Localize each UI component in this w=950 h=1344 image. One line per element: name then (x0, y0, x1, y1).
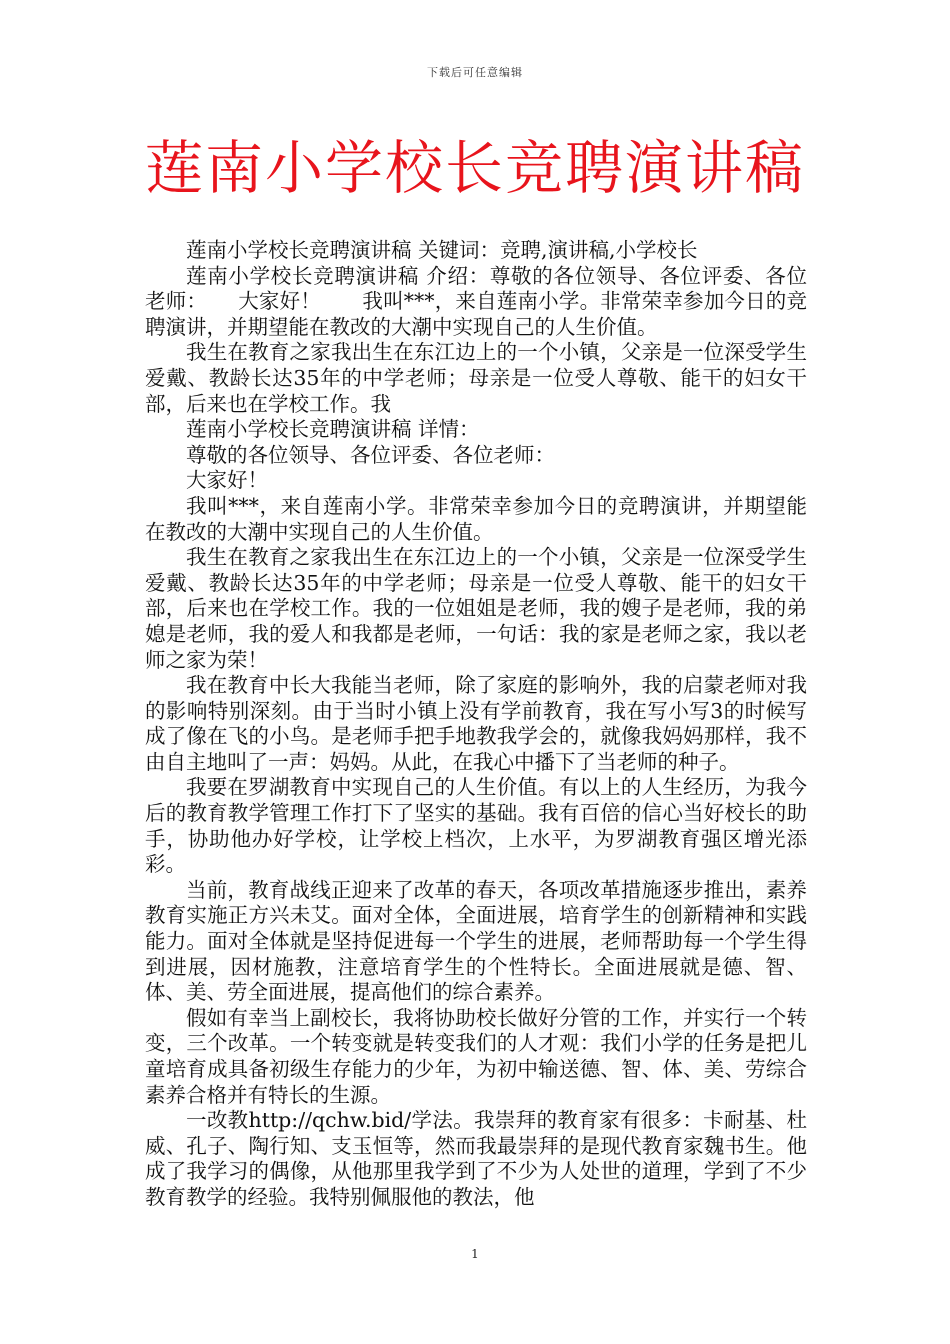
page-number: 1 (471, 1247, 479, 1261)
paragraph-growing-up: 我在教育中长大我能当老师，除了家庭的影响外，我的启蒙老师对我的影响特别深刻。由于当时小镇上没有学前教育，我在写小写3的时候写成了像在飞的小鸟。是老师手把手地教我学会的，就像我妈妈那样，我不由自主地叫了一声：妈妈。从此，在我心中播下了当老师的种子。 (145, 673, 807, 774)
paragraph-teaching-method: 一改教http://qchw.bid/学法。我崇拜的教育家有很多：卡耐基、杜威、孔子、陶行知、支玉恒等，然而我最崇拜的是现代教育家魏书生。他成了我学习的偶像，从他那里我学到了不少为人处世的道理，学到了不少教育教学的经验。我特别佩服他的教法，他 (145, 1108, 807, 1209)
paragraph-self-introduction: 我叫***，来自莲南小学。非常荣幸参加今日的竞聘演讲，并期望能在教改的大潮中实现自己的人生价值。 (145, 493, 807, 544)
paragraph-keywords: 莲南小学校长竞聘演讲稿 关键词：竞聘,演讲稿,小学校长 (186, 238, 698, 262)
paragraph-intro-family: 我生在教育之家我出生在东江边上的一个小镇，父亲是一位深受学生爱戴、教龄长达35年的中学老师；母亲是一位受人尊敬、能干的妇女干部，后来也在学校工作。我 (145, 340, 807, 416)
document-body (145, 238, 807, 1211)
paragraph-details-heading: 莲南小学校长竞聘演讲稿 详情： (186, 417, 480, 442)
paragraph-vice-principal-plan: 假如有幸当上副校长，我将协助校长做好分管的工作，并实行一个转变，三个改革。一个转变就是转变我们的人才观：我们小学的任务是把儿童培育成具备初级生存能力的少年，为初中输送德、智、体、美、劳综合素养合格并有特长的生源。 (145, 1005, 807, 1107)
paragraph-education-reform: 当前，教育战线正迎来了改革的春天，各项改革措施逐步推出，素养教育实施正方兴未艾。面对全体，全面进展，培育学生的创新精神和实践能力。面对全体就是坚持促进每一个学生的进展，老师帮助每一个学生得到进展，因材施教，注意培育学生的个性特长。全面进展就是德、智、体、美、劳全面进展，提高他们的综合素养。 (145, 877, 807, 1005)
paragraph-salutation: 尊敬的各位领导、各位评委、各位老师： (186, 442, 555, 467)
document-title: 莲南小学校长竞聘演讲稿 (144, 134, 805, 202)
paragraph-greeting: 大家好！ (186, 468, 268, 493)
paragraph-family-of-teachers: 我生在教育之家我出生在东江边上的一个小镇，父亲是一位深受学生爱戴、教龄长达35年的中学老师；母亲是一位受人尊敬、能干的妇女干部，后来也在学校工作。我的一位姐姐是老师，我的嫂子是老师，我的弟媳是老师，我的爱人和我都是老师，一句话：我的家是老师之家，我以老师之家为荣！ (145, 545, 807, 672)
paragraph-intro: 莲南小学校长竞聘演讲稿 介绍：尊敬的各位领导、各位评委、各位老师： 大家好！ 我叫***，来自莲南小学。非常荣幸参加今日的竞聘演讲，并期望能在教改的大潮中实现自己的人生价值。 (145, 263, 807, 339)
paragraph-life-value: 我要在罗湖教育中实现自己的人生价值。有以上的人生经历，为我今后的教育教学管理工作打下了坚实的基础。我有百倍的信心当好校长的助手，协助他办好学校，让学校上档次，上水平，为罗湖教育强区增光添彩。 (145, 775, 807, 877)
page-header-note: 下载后可任意编辑 (427, 66, 523, 79)
